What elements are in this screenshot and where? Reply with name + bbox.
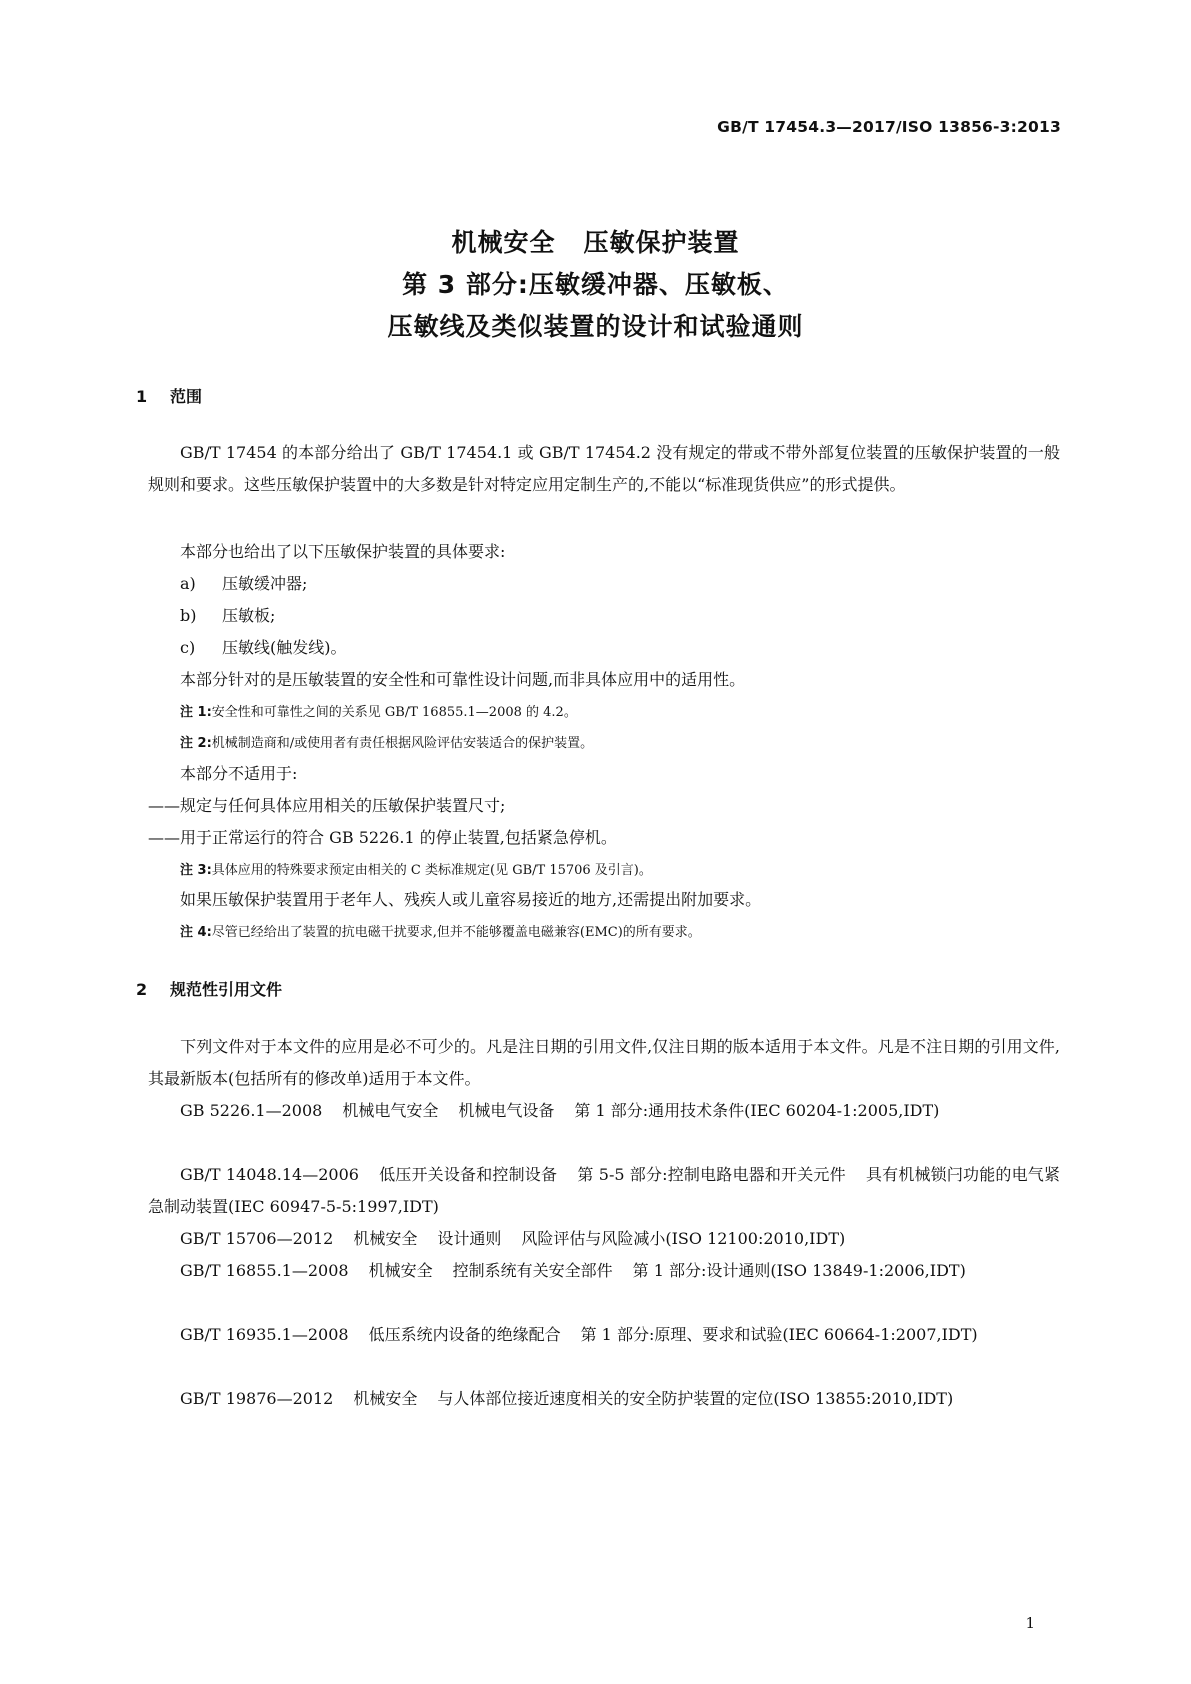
document-title [0,222,1191,348]
list-item-text: 压敏板; [222,606,276,625]
reference-title-part: 机械电气设备 [458,1101,555,1120]
list-item [180,571,307,594]
section-2-title: 规范性引用文件 [170,980,283,999]
reference-entry [148,1095,1060,1127]
reference-id: GB/T 15706—2012 [180,1229,334,1248]
note-4 [180,921,701,940]
note-4-label: 注 4: [180,925,212,940]
note-3-label: 注 3: [180,863,212,878]
reference-title-part: 低压开关设备和控制设备 [378,1165,558,1184]
title-line-1 [0,222,1191,264]
reference-id: GB/T 16855.1—2008 [180,1261,349,1280]
reference-title-part: 第 1 部分:设计通则(ISO 13849-1:2006,IDT) [632,1261,966,1280]
title-line-3: 压敏线及类似装置的设计和试验通则 [387,312,804,341]
list-item-label: a) [180,574,196,593]
reference-title-part: 低压系统内设备的绝缘配合 [368,1325,561,1344]
list-item-label: c) [180,638,196,657]
section-1-title: 范围 [170,387,203,406]
scope-paragraph-3: 本部分针对的是压敏装置的安全性和可靠性设计问题,而非具体应用中的适用性。 [180,670,746,689]
section-2-heading [136,977,282,1000]
reference-id: GB 5226.1—2008 [180,1101,323,1120]
reference-entry [148,1255,1060,1287]
page-number: 1 [1025,1614,1035,1632]
reference-title-part: 机械安全 [368,1261,433,1280]
scope-paragraph-1 [148,437,1060,501]
reference-entry [148,1159,1060,1223]
reference-id: GB/T 16935.1—2008 [180,1325,349,1344]
title-line-1-part-b: 压敏保护装置 [583,228,740,257]
reference-title-part: 第 1 部分:原理、要求和试验(IEC 60664-1:2007,IDT) [580,1325,978,1344]
scope-paragraph-2: 本部分也给出了以下压敏保护装置的具体要求: [180,542,506,561]
reference-title-part: 控制系统有关安全部件 [452,1261,613,1280]
references-intro-text: 下列文件对于本文件的应用是必不可少的。凡是注日期的引用文件,仅注日期的版本适用于本文件。凡是不注日期的引用文件,其最新版本(包括所有的修改单)适用于本文件。 [148,1037,1060,1088]
list-item-label: b) [180,606,197,625]
note-2 [180,732,593,751]
reference-title-part: 与人体部位接近速度相关的安全防护装置的定位(ISO 13855:2010,IDT) [437,1389,954,1408]
reference-title-part: 机械安全 [353,1229,418,1248]
references-intro [148,1031,1060,1095]
reference-entry [148,1319,1060,1351]
reference-title-part: 风险评估与风险减小(ISO 12100:2010,IDT) [521,1229,846,1248]
standard-number-header: GB/T 17454.3—2017/ISO 13856-3:2013 [717,118,1061,136]
list-item-text: 压敏缓冲器; [222,574,308,593]
scope-paragraph-4: 本部分不适用于: [180,764,298,783]
reference-title-part: 具有机械锁闩功能的电气紧急制动装置(IEC 60947-5-5:1997,IDT) [148,1165,1060,1216]
reference-id: GB/T 19876—2012 [180,1389,334,1408]
note-3 [180,859,652,878]
reference-title-part: 第 1 部分:通用技术条件(IEC 60204-1:2005,IDT) [574,1101,940,1120]
note-1 [180,701,577,720]
section-1-number: 1 [136,387,148,406]
reference-id: GB/T 14048.14—2006 [180,1165,359,1184]
note-3-text: 具体应用的特殊要求预定由相关的 C 类标准规定(见 GB/T 15706 及引言)。 [211,863,652,878]
reference-title-part: 设计通则 [437,1229,502,1248]
note-2-text: 机械制造商和/或使用者有责任根据风险评估安装适合的保护装置。 [211,736,594,751]
exclusion-dash-2: ——用于正常运行的符合 GB 5226.1 的停止装置,包括紧急停机。 [148,828,617,847]
note-4-text: 尽管已经给出了装置的抗电磁干扰要求,但并不能够覆盖电磁兼容(EMC)的所有要求。 [211,925,701,940]
note-2-label: 注 2: [180,736,212,751]
reference-title-part: 第 5-5 部分:控制电路电器和开关元件 [577,1165,846,1184]
list-item-text: 压敏线(触发线)。 [222,638,347,657]
note-1-label: 注 1: [180,705,212,720]
section-1-heading [136,384,202,407]
reference-entry [148,1383,1060,1415]
section-2-number: 2 [136,980,148,999]
reference-title-part: 机械电气安全 [342,1101,439,1120]
note-1-text: 安全性和可靠性之间的关系见 GB/T 16855.1—2008 的 4.2。 [211,705,577,720]
title-line-2: 第 3 部分:压敏缓冲器、压敏板、 [402,270,789,299]
exclusion-dash-1: ——规定与任何具体应用相关的压敏保护装置尺寸; [148,796,506,815]
list-item [180,603,275,626]
title-line-1-part-a: 机械安全 [451,228,556,257]
list-item [180,635,347,658]
reference-entry [148,1223,1060,1255]
scope-paragraph-1-text: GB/T 17454 的本部分给出了 GB/T 17454.1 或 GB/T 17454.2 没有规定的带或不带外部复位装置的压敏保护装置的一般规则和要求。这些压敏保护装置中的大多数是针对特定应用定制生产的,不能以“标准现货供应”的形式提供。 [148,443,1060,494]
scope-paragraph-5: 如果压敏保护装置用于老年人、残疾人或儿童容易接近的地方,还需提出附加要求。 [180,890,762,909]
reference-title-part: 机械安全 [353,1389,418,1408]
